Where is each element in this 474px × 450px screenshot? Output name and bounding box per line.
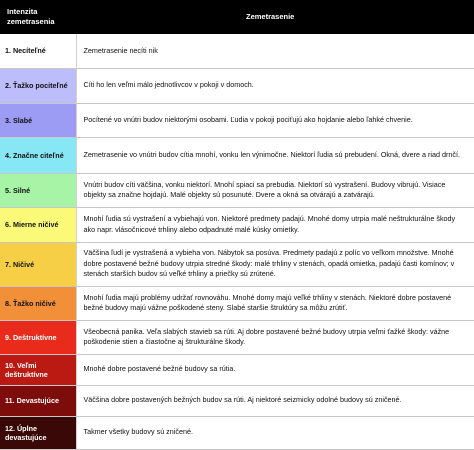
intensity-level: 10. Veľmi deštruktívne bbox=[0, 354, 76, 385]
table-row bbox=[0, 103, 474, 137]
header-intensity: Intenzita zemetrasenia bbox=[0, 0, 76, 34]
intensity-description: Takmer všetky budovy sú zničené. bbox=[76, 416, 474, 449]
intensity-level: 8. Ťažko ničivé bbox=[0, 286, 76, 320]
intensity-level: 5. Silné bbox=[0, 173, 76, 207]
intensity-description: Všeobecná panika. Veľa slabých stavieb sa rúti. Aj dobre postavené bežné budovy utrpia veľmi ťažké škody: vážne poškodenie stien a čiastočne aj štrukturálne škody. bbox=[76, 320, 474, 354]
table-row bbox=[0, 137, 474, 173]
intensity-level: 9. Deštruktívne bbox=[0, 320, 76, 354]
table-row bbox=[0, 385, 474, 416]
intensity-level: 4. Značne citeľné bbox=[0, 137, 76, 173]
intensity-description: Zemetrasenie necíti nik bbox=[76, 34, 474, 68]
table-row bbox=[0, 173, 474, 207]
table-row bbox=[0, 207, 474, 242]
intensity-description: Zemetrasenie vo vnútri budov cítia mnohí, vonku len výnimočne. Niektorí ľudia sú prebudení. Okná, dvere a riad drnčí. bbox=[76, 137, 474, 173]
intensity-level: 1. Necíteľné bbox=[0, 34, 76, 68]
table-row bbox=[0, 242, 474, 286]
intensity-level: 2. Ťažko pociteľné bbox=[0, 68, 76, 103]
table-row bbox=[0, 320, 474, 354]
table-header bbox=[0, 0, 474, 34]
intensity-description: Vnútri budov cíti väčšina, vonku niektorí. Mnohí spiaci sa prebudia. Niektorí sú vystrašení. Budovy vibrujú. Visiace objekty sa značne hojdajú. Malé objekty sú posunuté. Dvere a okná sa otvárajú a zatvárajú. bbox=[76, 173, 474, 207]
intensity-level: 12. Úplne devastujúce bbox=[0, 416, 76, 449]
intensity-level: 11. Devastujúce bbox=[0, 385, 76, 416]
table-row bbox=[0, 286, 474, 320]
header-earthquake: Zemetrasenie bbox=[76, 0, 474, 34]
intensity-description: Väčšina ľudí je vystrašená a vybieha von. Nábytok sa posúva. Predmety padajú z políc vo veľkom množstve. Mnohé dobre postavené bežné budovy utrpia stredné škody: malé trhliny v stenách, opadá omietka, padajú časti komínov; v stenách starších budov sú veľké trhliny a priečky sú zrútené. bbox=[76, 242, 474, 286]
intensity-description: Väčšina dobre postavených bežných budov sa rúti. Aj niektoré seizmicky odolné budovy sú zničené. bbox=[76, 385, 474, 416]
table-row bbox=[0, 354, 474, 385]
intensity-description: Mnohí ľudia sú vystrašení a vybiehajú von. Niektoré predmety padajú. Mnohé domy utrpia malé neštrukturálne škody ako napr. vlásočnicové trhliny alebo odpadnuté malé kúsky omietky. bbox=[76, 207, 474, 242]
intensity-level: 3. Slabé bbox=[0, 103, 76, 137]
intensity-description: Mnohí ľudia majú problémy udržať rovnováhu. Mnohé domy majú veľké trhliny v stenách. Niektoré dobre postavené bežné budovy majú vážne poškodené steny. Slabé staršie štruktúry sa môžu zrútiť. bbox=[76, 286, 474, 320]
intensity-level: 7. Ničivé bbox=[0, 242, 76, 286]
table-row bbox=[0, 416, 474, 449]
intensity-description: Pocítené vo vnútri budov niektorými osobami. Ľudia v pokoji pociťujú ako hojdanie alebo ľahké chvenie. bbox=[76, 103, 474, 137]
table-row bbox=[0, 34, 474, 68]
intensity-level: 6. Mierne ničivé bbox=[0, 207, 76, 242]
table-row bbox=[0, 68, 474, 103]
intensity-description: Cíti ho len veľmi málo jednotlivcov v pokoji v domoch. bbox=[76, 68, 474, 103]
intensity-description: Mnohé dobre postavené bežné budovy sa rútia. bbox=[76, 354, 474, 385]
